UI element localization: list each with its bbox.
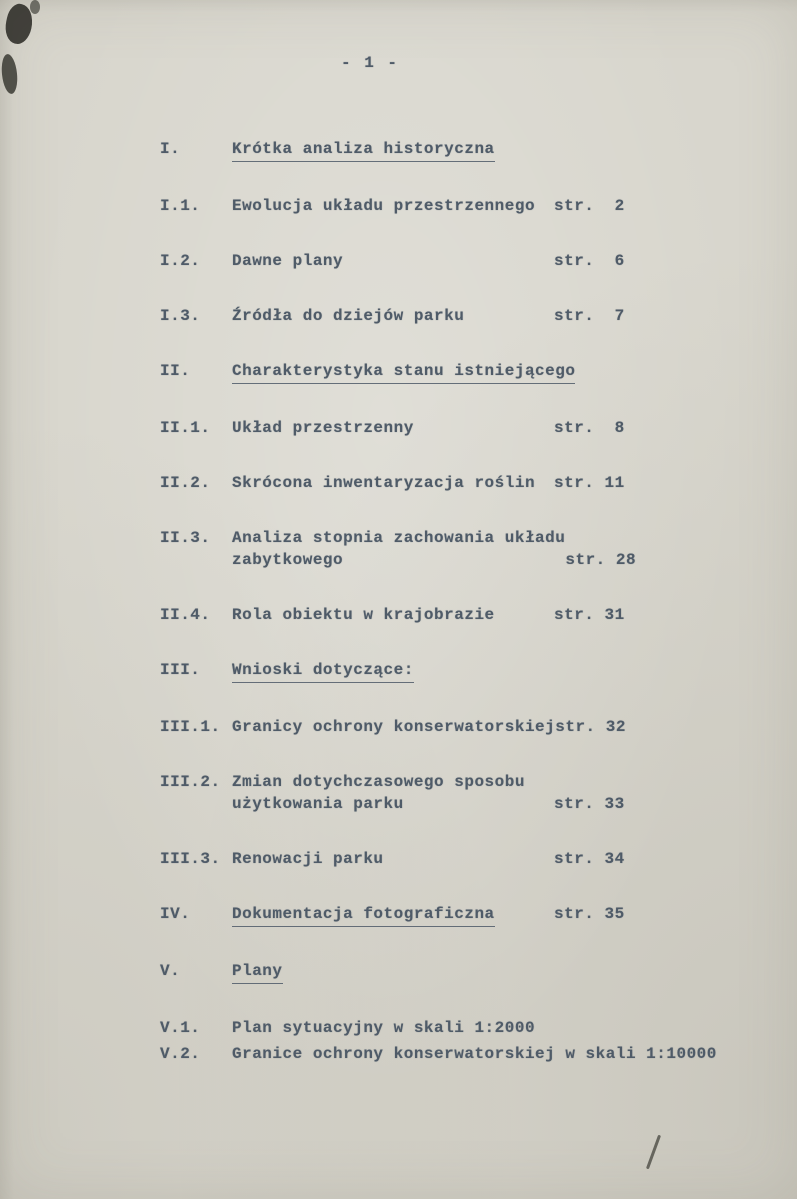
toc-entry xyxy=(160,360,740,384)
entry-number: I.3. xyxy=(160,307,201,325)
entry-number: IV. xyxy=(160,905,191,923)
entry-number: II.2. xyxy=(160,474,211,492)
toc-entry xyxy=(160,472,740,494)
entry-number: II.4. xyxy=(160,606,211,624)
entry-page-ref: str. 33 xyxy=(554,795,625,813)
entry-title: Plany xyxy=(232,960,554,984)
toc-entry xyxy=(160,417,740,439)
toc-entry xyxy=(160,138,740,162)
entry-page-ref: str. 7 xyxy=(554,307,625,325)
entry-page-ref: str. 34 xyxy=(554,850,625,868)
entry-number: V.2. xyxy=(160,1045,201,1063)
toc-entry xyxy=(160,305,740,327)
entry-number: I.1. xyxy=(160,197,201,215)
toc-entry xyxy=(160,903,740,927)
page-number: - 1 - xyxy=(340,54,399,72)
entry-page-ref: str. 31 xyxy=(554,606,625,624)
toc-entry xyxy=(160,527,740,571)
entry-title: Granicy ochrony konserwatorskiej xyxy=(232,718,556,736)
entry-title: Zmian dotychczasowego sposobu użytkowania parku xyxy=(232,773,525,813)
entry-number: II. xyxy=(160,362,191,380)
entry-title: Granice ochrony konserwatorskiej w skali 1:10000 xyxy=(232,1045,717,1063)
entry-number: III.3. xyxy=(160,850,221,868)
entry-number: III.1. xyxy=(160,718,221,736)
entry-title: Renowacji parku xyxy=(232,850,384,868)
entry-page-ref: str. 6 xyxy=(554,252,625,270)
entry-title: Skrócona inwentaryzacja roślin xyxy=(232,474,536,492)
entry-number: III. xyxy=(160,661,201,679)
entry-number: II.1. xyxy=(160,419,211,437)
entry-title: Krótka analiza historyczna xyxy=(232,138,554,162)
scan-smudge xyxy=(30,0,40,14)
toc-entry xyxy=(160,250,740,272)
toc-entry xyxy=(160,848,740,870)
toc-entry xyxy=(160,604,740,626)
entry-title: Wnioski dotyczące: xyxy=(232,659,554,683)
entry-number: I.2. xyxy=(160,252,201,270)
entry-title: Dokumentacja fotograficzna xyxy=(232,903,554,927)
toc-entry xyxy=(160,659,740,683)
entry-title: Plan sytuacyjny w skali 1:2000 xyxy=(232,1019,536,1037)
entry-title: Rola obiektu w krajobrazie xyxy=(232,606,495,624)
entry-number: III.2. xyxy=(160,773,221,791)
entry-page-ref: str. 2 xyxy=(554,197,625,215)
entry-page-ref: str. 8 xyxy=(554,419,625,437)
entry-page-ref: str. 32 xyxy=(555,718,626,736)
entry-title: Charakterystyka stanu istniejącego xyxy=(232,360,575,384)
table-of-contents xyxy=(160,52,740,1098)
entry-title: Dawne plany xyxy=(232,252,344,270)
toc-entry xyxy=(160,771,740,815)
toc-entry xyxy=(160,716,740,738)
entry-page-ref: str. 11 xyxy=(554,474,625,492)
toc-entry xyxy=(160,195,740,217)
entry-number: V. xyxy=(160,962,181,980)
toc-entry xyxy=(160,960,740,984)
entry-title: Układ przestrzenny xyxy=(232,419,414,437)
entry-number: V.1. xyxy=(160,1019,201,1037)
entry-title: Analiza stopnia zachowania układu zabytkowego xyxy=(232,529,566,569)
entry-title: Źródła do dziejów parku xyxy=(232,307,465,325)
entry-page-ref: str. 35 xyxy=(554,905,625,923)
entry-number: II.3. xyxy=(160,529,211,547)
toc-entry xyxy=(160,1043,740,1065)
entry-title: Ewolucja układu przestrzennego xyxy=(232,197,536,215)
entry-page-ref: str. 28 xyxy=(565,551,637,569)
entry-number: I. xyxy=(160,140,181,158)
toc-entry xyxy=(160,1017,740,1039)
